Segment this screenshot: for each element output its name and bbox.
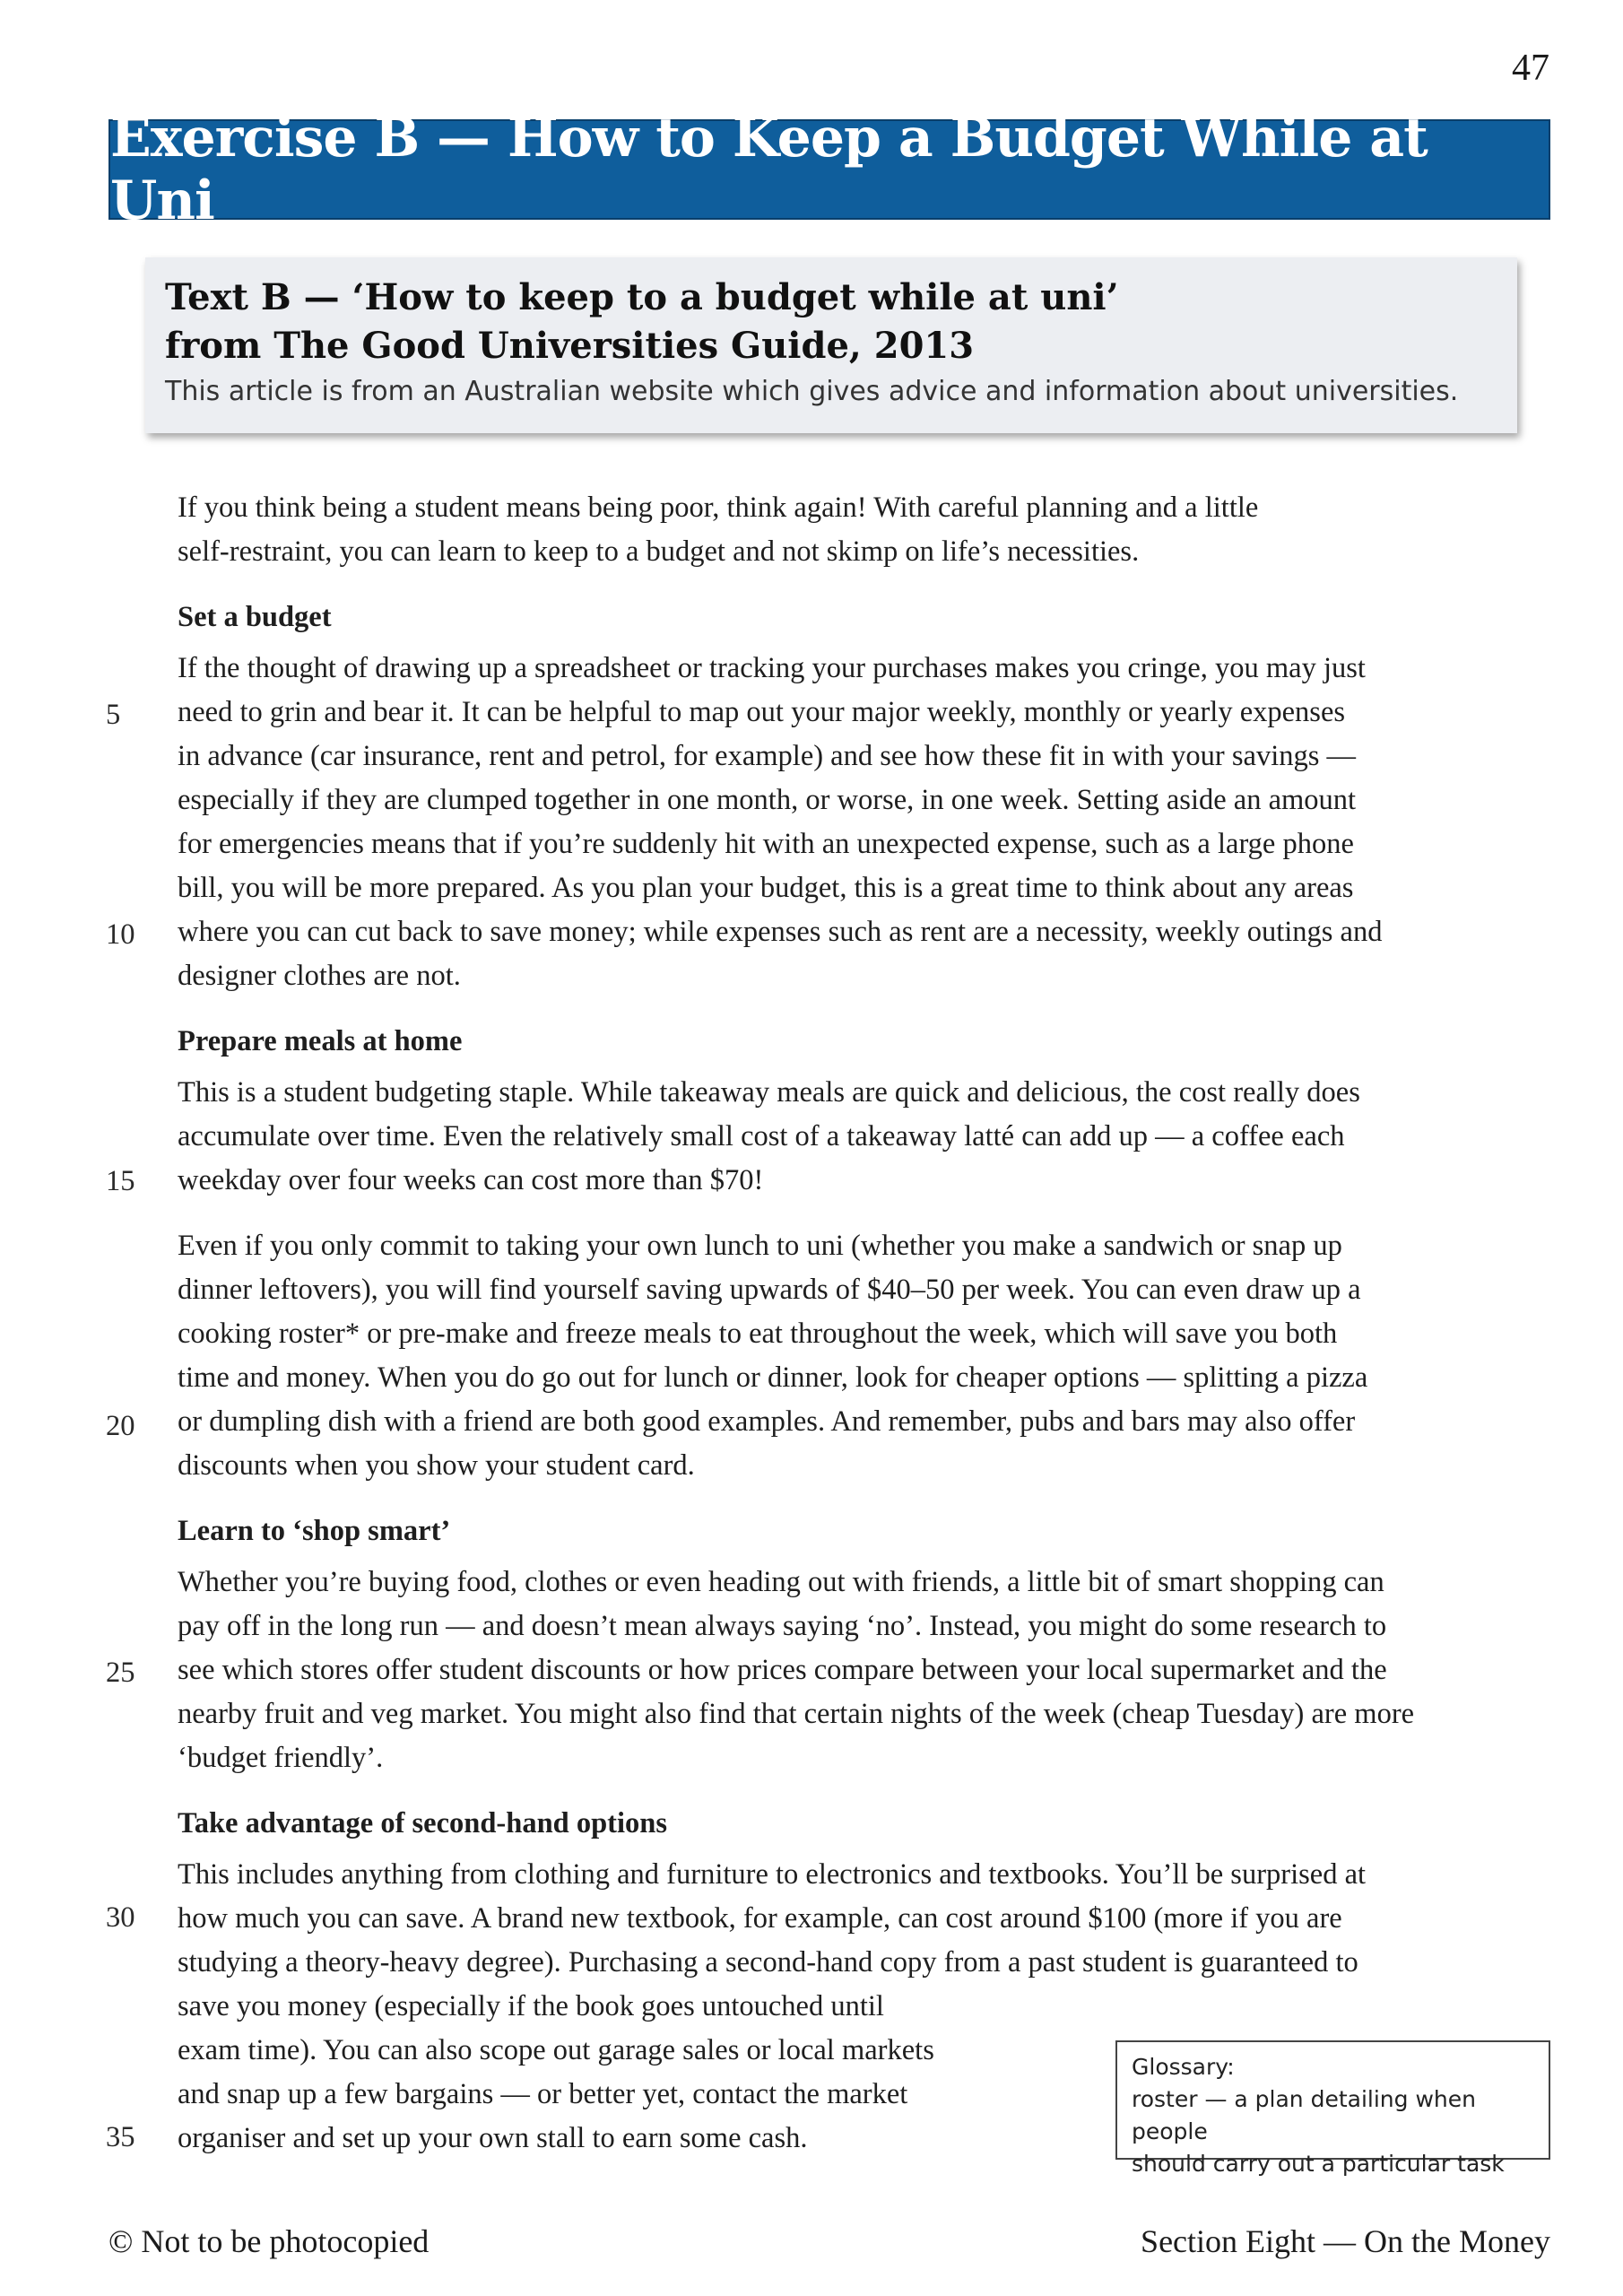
text-line: especially if they are clumped together in one month, or worse, in one week. Setting aside an amount — [178, 784, 1357, 816]
exercise-title-banner — [108, 107, 1550, 232]
section-heading-prepare-meals: Prepare meals at home — [178, 1025, 463, 1057]
line-number: 20 — [106, 1410, 135, 1442]
text-line: weekday over four weeks can cost more than $70! — [178, 1164, 764, 1196]
text-line: ‘budget friendly’. — [178, 1742, 384, 1774]
text-line: how much you can save. A brand new textbook, for example, can cost around $100 (more if you are — [178, 1902, 1342, 1935]
source-title-line-2: from The Good Universities Guide, 2013 — [165, 325, 975, 367]
line-number: 15 — [106, 1165, 135, 1197]
text-line: for emergencies means that if you’re suddenly hit with an unexpected expense, such as a large phone — [178, 828, 1354, 860]
text-line: Even if you only commit to taking your own lunch to uni (whether you make a sandwich or snap up — [178, 1230, 1342, 1262]
text-line: Whether you’re buying food, clothes or even heading out with friends, a little bit of smart shopping can — [178, 1566, 1384, 1598]
glossary-label: Glossary: — [1132, 2054, 1235, 2080]
section-heading-shop-smart: Learn to ‘shop smart’ — [178, 1515, 451, 1547]
text-line: and snap up a few bargains — or better yet, contact the market — [178, 2078, 908, 2110]
text-line: designer clothes are not. — [178, 960, 461, 992]
intro-line: self-restraint, you can learn to keep to a budget and not skimp on life’s necessities. — [178, 535, 1140, 568]
source-box — [145, 257, 1517, 433]
section-heading-second-hand: Take advantage of second-hand options — [178, 1807, 668, 1839]
line-number: 5 — [106, 699, 121, 731]
text-line: see which stores offer student discounts or how prices compare between your local supermarket and the — [178, 1654, 1387, 1686]
text-line: discounts when you show your student card. — [178, 1449, 695, 1482]
source-description: This article is from an Australian website which gives advice and information about universities. — [165, 376, 1459, 407]
text-line: where you can cut back to save money; while expenses such as rent are a necessity, weekly outings and — [178, 916, 1383, 948]
line-number: 10 — [106, 918, 135, 951]
text-line: cooking roster* or pre-make and freeze meals to eat throughout the week, which will save you both — [178, 1318, 1338, 1350]
page-number: 47 — [1512, 48, 1549, 89]
text-line: save you money (especially if the book goes untouched until — [178, 1990, 884, 2022]
glossary-entry-line: should carry out a particular task — [1132, 2151, 1505, 2177]
text-line: time and money. When you do go out for lunch or dinner, look for cheaper options — splitting a pizza — [178, 1361, 1368, 1394]
text-line: or dumpling dish with a friend are both good examples. And remember, pubs and bars may also offer — [178, 1405, 1356, 1438]
text-line: pay off in the long run — and doesn’t mean always saying ‘no’. Instead, you might do some research to — [178, 1610, 1387, 1642]
footer-copyright: © Not to be photocopied — [108, 2223, 430, 2259]
line-number: 30 — [106, 1901, 135, 1934]
text-line: dinner leftovers), you will find yourself saving upwards of $40–50 per week. You can even draw up a — [178, 1274, 1361, 1306]
text-line: in advance (car insurance, rent and petrol, for example) and see how these fit in with your savings — — [178, 740, 1356, 772]
text-line: This is a student budgeting staple. While takeaway meals are quick and delicious, the cost really does — [178, 1076, 1360, 1109]
text-line: need to grin and bear it. It can be helpful to map out your major weekly, monthly or yearly expenses — [178, 696, 1346, 728]
article-body — [178, 486, 1541, 2161]
section-heading-set-a-budget: Set a budget — [178, 601, 332, 633]
text-line: studying a theory-heavy degree). Purchasing a second-hand copy from a past student is guaranteed to — [178, 1946, 1358, 1979]
text-line: exam time). You can also scope out garage sales or local markets — [178, 2034, 934, 2066]
glossary-entry-line: roster — a plan detailing when people — [1132, 2086, 1476, 2144]
text-line: This includes anything from clothing and furniture to electronics and textbooks. You’ll be surprised at — [178, 1858, 1367, 1891]
glossary-box — [1115, 2040, 1550, 2177]
text-line: accumulate over time. Even the relatively small cost of a takeaway latté can add up — a coffee each — [178, 1120, 1345, 1152]
text-line: If the thought of drawing up a spreadsheet or tracking your purchases makes you cringe, you may just — [178, 652, 1366, 684]
footer-section: Section Eight — On the Money — [1141, 2223, 1550, 2259]
source-title-line-1: Text B — ‘How to keep to a budget while at uni’ — [165, 276, 1119, 318]
text-line: bill, you will be more prepared. As you plan your budget, this is a great time to think about any areas — [178, 872, 1354, 904]
line-number: 35 — [106, 2121, 135, 2153]
exercise-title: Exercise B — How to Keep a Budget While at Uni — [110, 107, 1428, 232]
text-line: nearby fruit and veg market. You might also find that certain nights of the week (cheap Tuesday) are more — [178, 1698, 1415, 1730]
intro-line: If you think being a student means being poor, think again! With careful planning and a little — [178, 491, 1259, 524]
line-number: 25 — [106, 1657, 135, 1689]
text-line: organiser and set up your own stall to earn some cash. — [178, 2122, 808, 2154]
